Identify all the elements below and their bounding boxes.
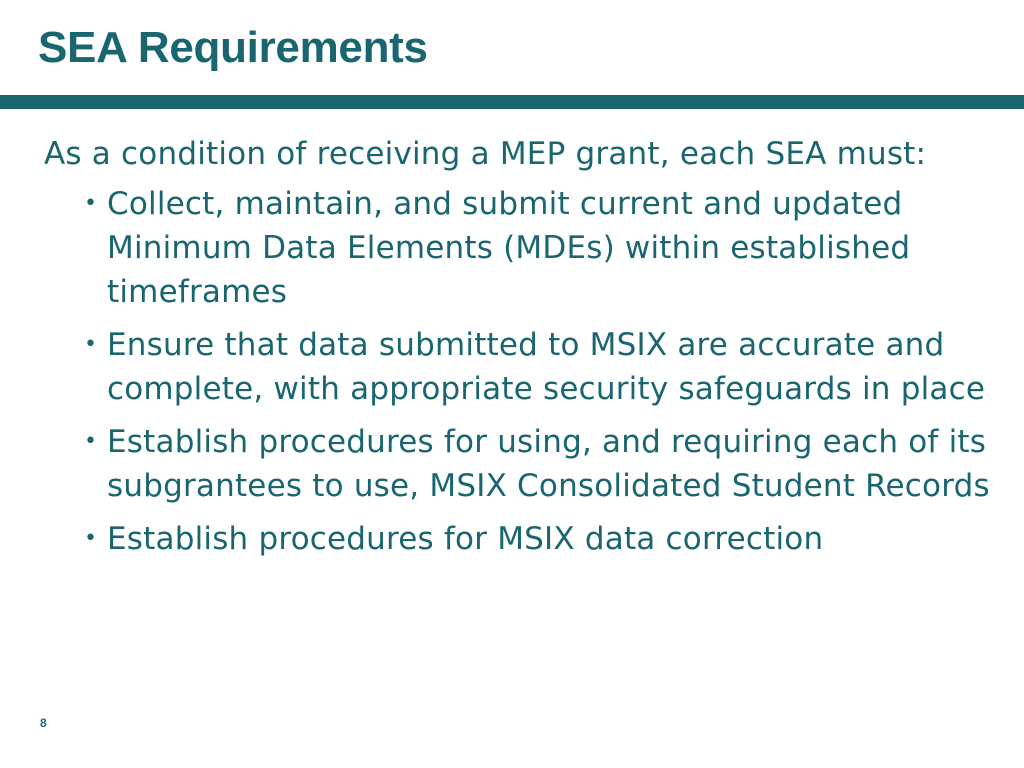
bullet-icon: • bbox=[84, 332, 98, 357]
list-item bbox=[44, 517, 994, 561]
bullet-icon: • bbox=[84, 526, 98, 551]
requirements-list bbox=[44, 182, 994, 561]
list-item bbox=[44, 182, 994, 314]
list-item bbox=[44, 323, 994, 411]
bullet-icon: • bbox=[84, 429, 98, 454]
bullet-text: Collect, maintain, and submit current and updated Minimum Data Elements (MDEs) within established timeframes bbox=[107, 186, 911, 310]
page-number: 8 bbox=[40, 716, 47, 730]
bullet-text: Ensure that data submitted to MSIX are accurate and complete, with appropriate security safeguards in place bbox=[107, 327, 986, 407]
slide-title: SEA Requirements bbox=[38, 23, 428, 72]
title-divider bbox=[0, 95, 1024, 109]
bullet-icon: • bbox=[84, 191, 98, 216]
bullet-text: Establish procedures for MSIX data correction bbox=[107, 521, 824, 557]
bullet-text: Establish procedures for using, and requiring each of its subgrantees to use, MSIX Consolidated Student Records bbox=[107, 424, 990, 504]
intro-text: As a condition of receiving a MEP grant, each SEA must: bbox=[44, 136, 927, 172]
slide-body bbox=[44, 132, 994, 570]
list-item bbox=[44, 420, 994, 508]
